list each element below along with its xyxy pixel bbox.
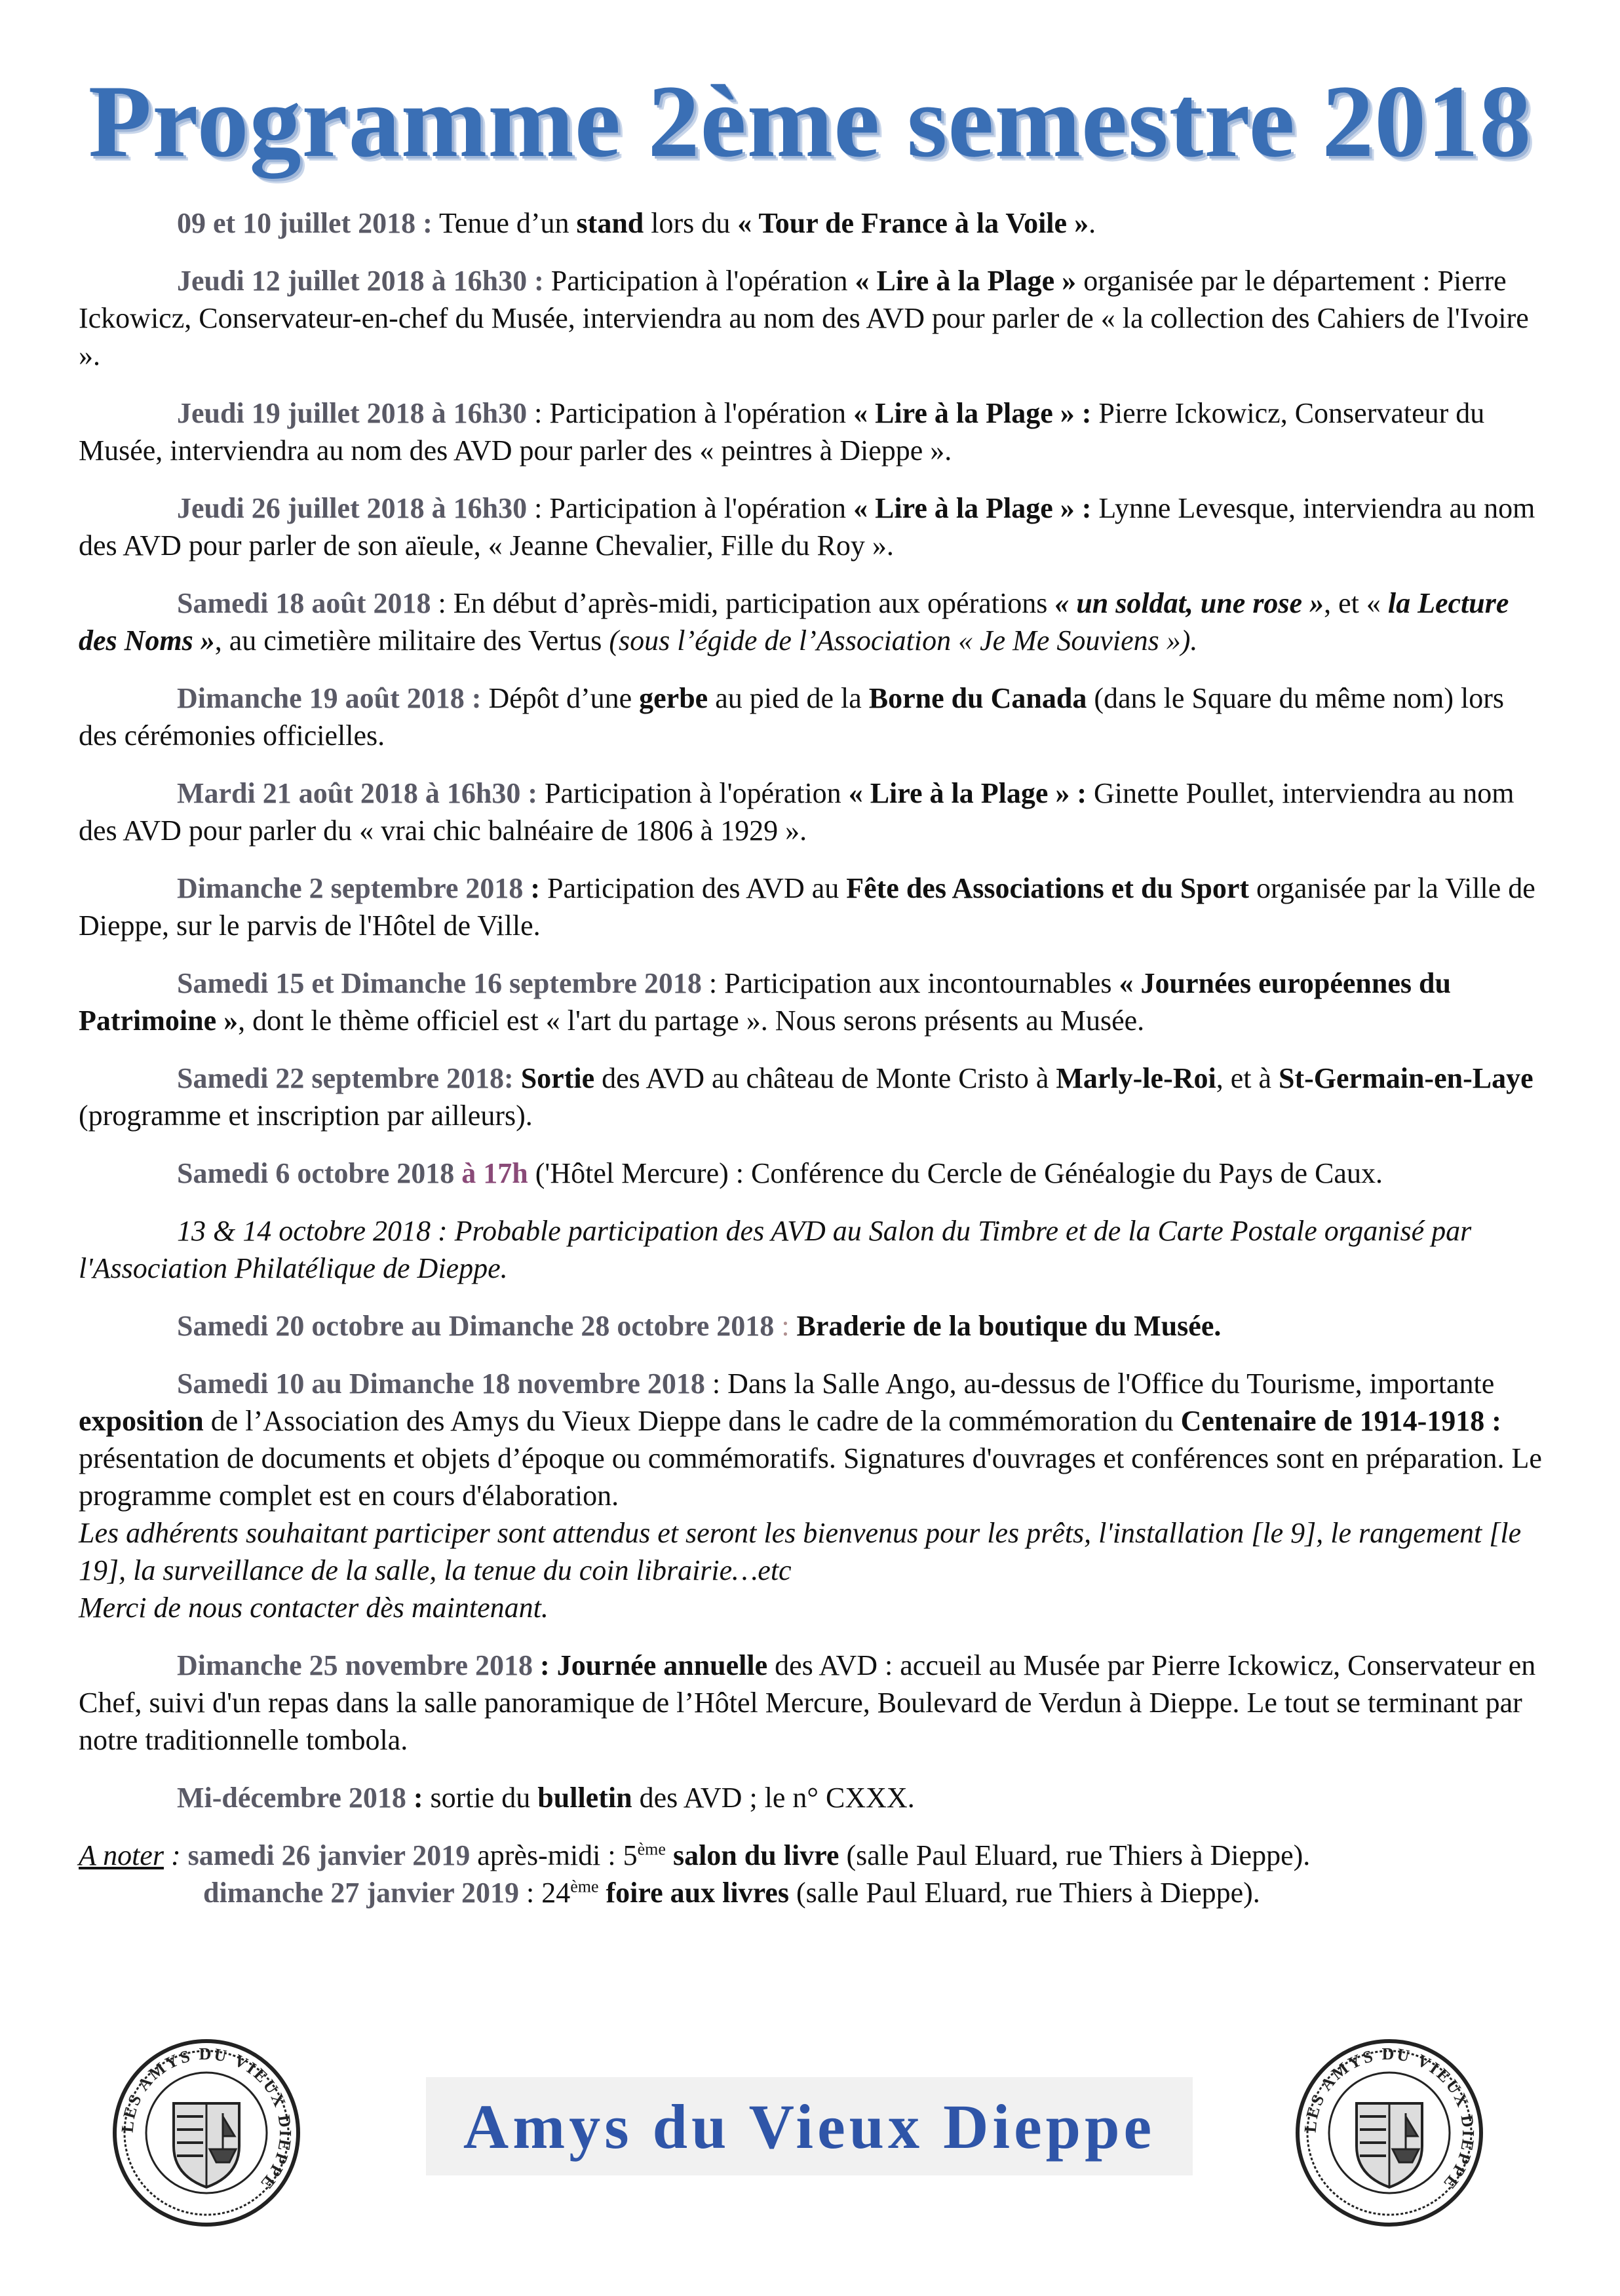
entry-date: Dimanche 19 août 2018 : (177, 682, 482, 714)
entry-date: Mardi 21 août 2018 à 16h30 : (177, 777, 537, 809)
exposition-volunteer-note: Les adhérents souhaitant participer sont attendus et seront les bienvenus pour les prêts, l'installation [le 9], le rangement [le 19], la surveillance de la salle, la tenue du coin librairie…etc (79, 1517, 1522, 1586)
entry-date: Dimanche 25 novembre 2018 (177, 1649, 533, 1681)
entry-date: Samedi 18 août 2018 (177, 587, 431, 619)
entry-date: Samedi 22 septembre 2018: (177, 1062, 514, 1094)
entry-borne-canada: Dimanche 19 août 2018 : Dépôt d’une gerbe au pied de la Borne du Canada (dans le Square du même nom) lors des cérémonies officielles. (79, 682, 1504, 752)
association-banner (426, 2077, 1193, 2175)
note-label: A noter (79, 1839, 164, 1871)
entry-date: Jeudi 19 juillet 2018 à 16h30 (177, 397, 528, 429)
svg-text:LES AMYS DU VIEUX DIEPPE: LES AMYS DU VIEUX DIEPPE (1300, 2044, 1478, 2194)
entry-braderie: Samedi 20 octobre au Dimanche 28 octobre 2018 : Braderie de la boutique du Musée. (177, 1310, 1222, 1342)
association-name: Amys du Vieux Dieppe (463, 2091, 1156, 2162)
entry-fete-associations: Dimanche 2 septembre 2018 : Participation des AVD au Fête des Associations et du Sport organisée par la Ville de Dieppe, sur le parvis de l'Hôtel de Ville. (79, 872, 1535, 942)
entry-date: 09 et 10 juillet 2018 : (177, 207, 433, 239)
entry-date: Samedi 20 octobre au Dimanche 28 octobre 2018 (177, 1310, 775, 1342)
entry-bulletin: Mi-décembre 2018 : sortie du bulletin des AVD ; le n° CXXX. (177, 1782, 915, 1814)
note-salon-livre: A noter : samedi 26 janvier 2019 après-midi : 5ème salon du livre (salle Paul Eluard, rue Thiers à Dieppe). (79, 1839, 1311, 1871)
programme-body (79, 204, 1547, 1911)
entry-date: Samedi 15 et Dimanche 16 septembre 2018 (177, 967, 702, 999)
entry-sortie-monte-cristo: Samedi 22 septembre 2018: Sortie des AVD au château de Monte Cristo à Marly-le-Roi, et à St-Germain-en-Laye (programme et inscription par ailleurs). (79, 1062, 1533, 1132)
seal-logo-left (111, 2038, 301, 2228)
exposition-contact-note: Merci de nous contacter dès maintenant. (79, 1592, 549, 1624)
entry-soldat-rose: Samedi 18 août 2018 : En début d’après-midi, participation aux opérations « un soldat, une rose », et « la Lecture des Noms », au cimetière militaire des Vertus (sous l’égide de l’Association « Je Me Souviens »). (79, 587, 1509, 657)
entry-lire-plage-21: Mardi 21 août 2018 à 16h30 : Participation à l'opération « Lire à la Plage » : Ginette Poullet, interviendra au nom des AVD pour parler du « vrai chic balnéaire de 1806 à 1929 ». (79, 777, 1514, 847)
entry-lire-plage-12: Jeudi 12 juillet 2018 à 16h30 : Participation à l'opération « Lire à la Plage » organisée par le département : Pierre Ickowicz, Conservateur-en-chef du Musée, interviendra au nom des AVD pour parler de « la collection des Cahiers de l'Ivoire ». (79, 265, 1529, 372)
svg-text:LES AMYS DU VIEUX DIEPPE: LES AMYS DU VIEUX DIEPPE (117, 2044, 296, 2194)
page-title: Programme 2ème semestre 2018 (88, 64, 1532, 179)
entry-journee-annuelle: Dimanche 25 novembre 2018 : Journée annuelle des AVD : accueil au Musée par Pierre Ickowicz, Conservateur en Chef, suivi d'un repas dans la salle panoramique de l’Hôtel Mercure, Boulevard de Verdun à Dieppe. Le tout se terminant par notre traditionnelle tombola. (79, 1649, 1536, 1756)
entry-exposition-centenaire: Samedi 10 au Dimanche 18 novembre 2018 : Dans la Salle Ango, au-dessus de l'Office du Tourisme, importante exposition de l’Association des Amys du Vieux Dieppe dans le cadre de la commémoration du Centenaire de 1914-1918 : présentation de documents et objets d’époque ou commémoratifs. Signatures d'ouvrages et conférences sont en préparation. Le programme complet est en cours d'élaboration. Les adhérents souhaitant participer sont attendus et seront les bienvenus pour les prêts, l'installation [le 9], le rangement [le 19], la surveillance de la salle, la tenue du coin librairie…etc Merci de nous contacter dès maintenant. (79, 1365, 1547, 1626)
note-foire-livres: dimanche 27 janvier 2019 : 24ème foire aux livres (salle Paul Eluard, rue Thiers à Dieppe). (203, 1877, 1260, 1909)
entry-date: Mi-décembre 2018 (177, 1782, 406, 1814)
entry-lire-plage-19: Jeudi 19 juillet 2018 à 16h30 : Participation à l'opération « Lire à la Plage » : Pierre Ickowicz, Conservateur du Musée, interviendra au nom des AVD pour parler des « peintres à Dieppe ». (79, 397, 1485, 467)
entry-journees-patrimoine: Samedi 15 et Dimanche 16 septembre 2018 : Participation aux incontournables « Journées européennes du Patrimoine », dont le thème officiel est « l'art du partage ». Nous serons présents au Musée. (79, 967, 1451, 1037)
seal-logo-right (1294, 2038, 1484, 2228)
entry-salon-timbre: 13 & 14 octobre 2018 : Probable participation des AVD au Salon du Timbre et de la Carte Postale organisé par l'Association Philatélique de Dieppe. (79, 1215, 1472, 1284)
entry-date: Jeudi 12 juillet 2018 à 16h30 : (177, 265, 544, 297)
entry-date: Jeudi 26 juillet 2018 à 16h30 (177, 492, 528, 524)
entry-lire-plage-26: Jeudi 26 juillet 2018 à 16h30 : Participation à l'opération « Lire à la Plage » : Lynne Levesque, interviendra au nom des AVD pour parler de son aïeule, « Jeanne Chevalier, Fille du Roy ». (79, 492, 1535, 562)
entry-date: Samedi 6 octobre 2018 (177, 1157, 455, 1189)
entry-tour-de-france: 09 et 10 juillet 2018 : Tenue d’un stand lors du « Tour de France à la Voile ». (177, 207, 1096, 239)
entry-date: Dimanche 2 septembre 2018 (177, 872, 524, 904)
entry-date: Samedi 10 au Dimanche 18 novembre 2018 (177, 1368, 705, 1400)
entry-conference-genealogie: Samedi 6 octobre 2018 à 17h ('Hôtel Mercure) : Conférence du Cercle de Généalogie du Pays de Caux. (177, 1157, 1383, 1189)
